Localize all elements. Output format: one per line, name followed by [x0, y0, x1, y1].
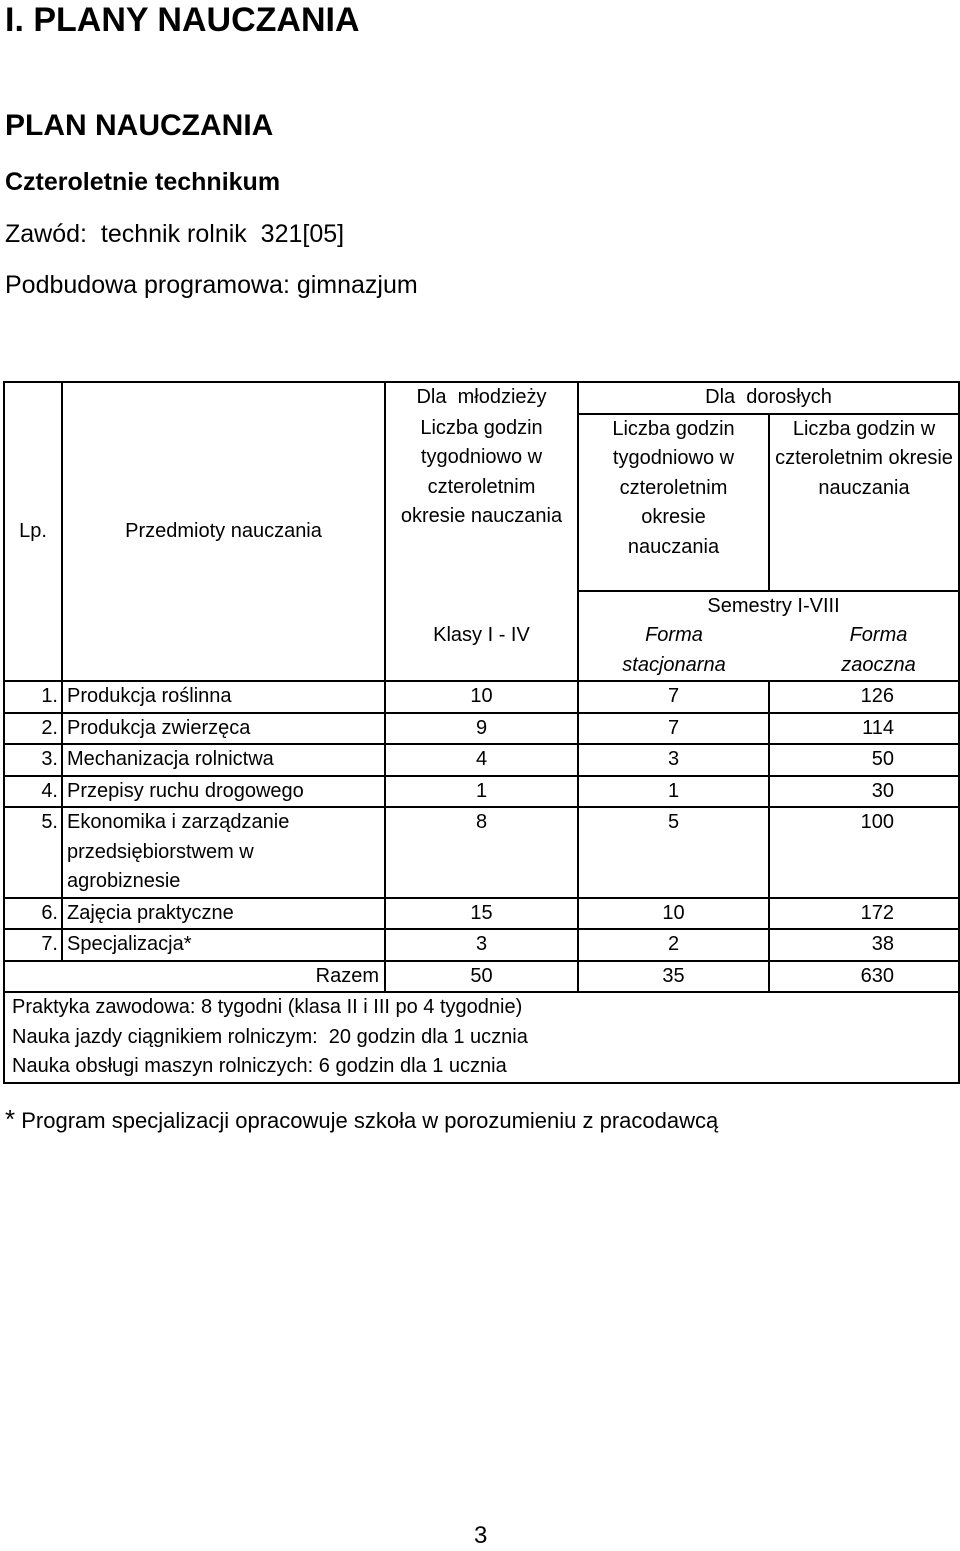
table-row [4, 898, 959, 930]
stationary-hours: 7 [578, 713, 769, 745]
extramural-hours: 126 [769, 681, 959, 713]
stationary-hours: 3 [578, 744, 769, 776]
note-line: Nauka jazdy ciągnikiem rolniczym: 20 godzin dla 1 ucznia [12, 1025, 528, 1048]
semesters-header: Semestry I-VIII [578, 591, 959, 622]
table-row [4, 713, 959, 745]
youth-header: Dla młodzieży [385, 382, 578, 414]
stationary-hours: 1 [578, 776, 769, 808]
row-number: 7. [4, 929, 62, 961]
youth-hours: 4 [385, 744, 578, 776]
youth-hours: 1 [385, 776, 578, 808]
table-row [4, 776, 959, 808]
section-title: I. PLANY NAUCZANIA [5, 1, 360, 39]
extramural-hours: 172 [769, 898, 959, 930]
youth-hours: 8 [385, 807, 578, 898]
form-extramural-header: Forma zaoczna [769, 621, 959, 681]
extramural-hours: 38 [769, 929, 959, 961]
subject-name: Produkcja roślinna [62, 681, 385, 713]
subjects-header: Przedmioty nauczania [62, 382, 385, 681]
lp-header: Lp. [4, 382, 62, 681]
youth-hours: 3 [385, 929, 578, 961]
table-row [4, 929, 959, 961]
adults-header: Dla dorosłych [578, 382, 959, 414]
adult-total-header: Liczba godzin w czteroletnim okresie nauczania [769, 414, 959, 591]
extramural-hours: 100 [769, 807, 959, 898]
profession-line: Zawód: technik rolnik 321[05] [5, 220, 345, 248]
page-number: 3 [474, 1522, 488, 1549]
youth-hours: 15 [385, 898, 578, 930]
row-number: 1. [4, 681, 62, 713]
total-stationary: 35 [578, 961, 769, 993]
subject-name: Przepisy ruchu drogowego [62, 776, 385, 808]
school-type: Czteroletnie technikum [5, 168, 281, 196]
total-label: Razem [4, 961, 385, 993]
total-extramural: 630 [769, 961, 959, 993]
row-number: 5. [4, 807, 62, 898]
youth-hours: 9 [385, 713, 578, 745]
total-row [4, 961, 959, 993]
note-line: Praktyka zawodowa: 8 tygodni (klasa II i III po 4 tygodnie) [12, 996, 523, 1018]
row-number: 2. [4, 713, 62, 745]
row-number: 3. [4, 744, 62, 776]
adult-weekly-header: Liczba godzin tygodniowo w czteroletnim okresie nauczania [578, 414, 769, 591]
row-number: 6. [4, 898, 62, 930]
stationary-hours: 7 [578, 681, 769, 713]
subject-name: Ekonomika i zarządzanie przedsiębiorstwem w agrobiznesie [62, 807, 385, 898]
form-stationary-header: Forma stacjonarna [578, 621, 769, 681]
subject-name: Specjalizacja* [62, 929, 385, 961]
youth-hours: 10 [385, 681, 578, 713]
youth-hours-header: Liczba godzin tygodniowo w czteroletnim okresie nauczania [385, 414, 578, 591]
subject-name: Mechanizacja rolnictwa [62, 744, 385, 776]
total-youth: 50 [385, 961, 578, 993]
classes-header: Klasy I - IV [385, 591, 578, 682]
footnote [5, 1104, 718, 1136]
note-line: Nauka obsługi maszyn rolniczych: 6 godzin dla 1 ucznia [12, 1055, 507, 1077]
footnote-text: Program specjalizacji opracowuje szkoła w porozumieniu z pracodawcą [21, 1108, 719, 1133]
extramural-hours: 30 [769, 776, 959, 808]
table-row [4, 807, 959, 898]
stationary-hours: 2 [578, 929, 769, 961]
base-line: Podbudowa programowa: gimnazjum [5, 271, 418, 299]
footnote-marker: * [5, 1104, 16, 1134]
stationary-hours: 10 [578, 898, 769, 930]
subject-name: Zajęcia praktyczne [62, 898, 385, 930]
notes-cell [4, 992, 959, 1083]
subject-name: Produkcja zwierzęca [62, 713, 385, 745]
extramural-hours: 50 [769, 744, 959, 776]
plan-title: PLAN NAUCZANIA [5, 109, 274, 142]
curriculum-table [3, 381, 960, 1084]
stationary-hours: 5 [578, 807, 769, 898]
table-row [4, 744, 959, 776]
table-row [4, 681, 959, 713]
extramural-hours: 114 [769, 713, 959, 745]
row-number: 4. [4, 776, 62, 808]
